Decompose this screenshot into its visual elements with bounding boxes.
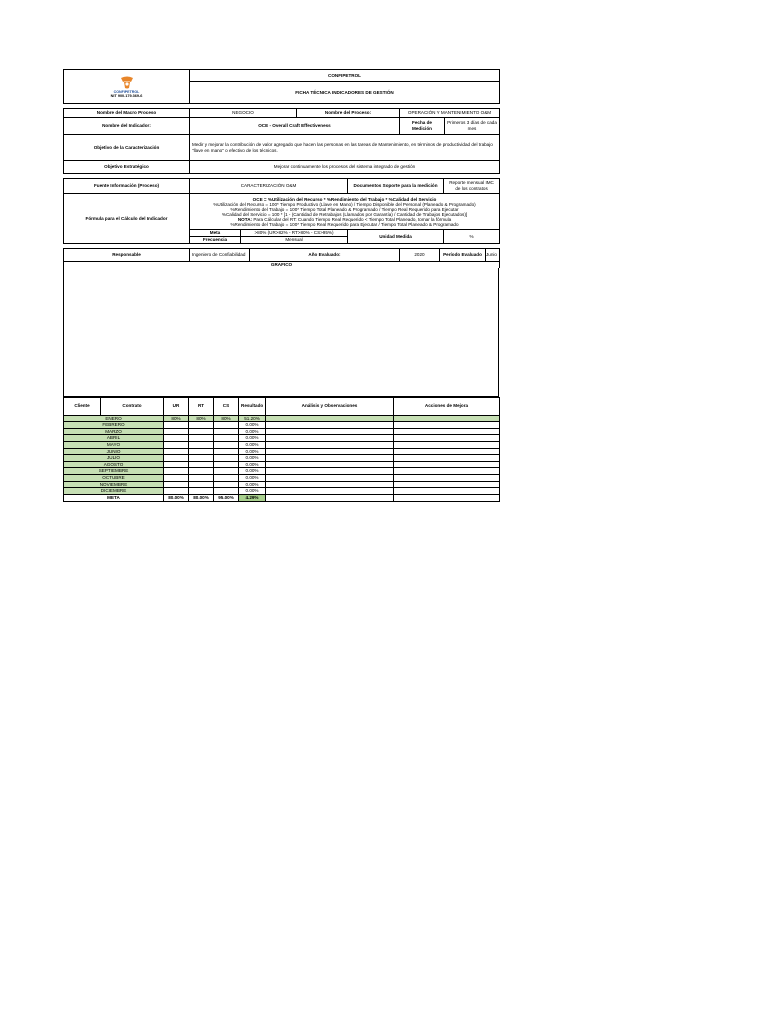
table-row [64, 468, 500, 475]
actions-cell [394, 481, 500, 488]
results-header-row [64, 397, 500, 415]
analysis-cell [266, 468, 394, 475]
formula-line-3: %Rendimiento del Trabajo = 100* Tiempo Total Planeado & Programado / Tiempo Real Requerido para Ejecutar [230, 206, 459, 212]
result-cell: 0.00% [239, 422, 266, 429]
analysis-cell [266, 481, 394, 488]
cs-cell [214, 435, 239, 442]
formula-line-4: %Calidad del Servicio = 100 * [1 - (Cantidad de Retrabajos (Llamados por Garantía) / Cantidad de Trabajos Ejecutados)] [221, 211, 468, 217]
actions-cell [394, 422, 500, 429]
process-table [63, 108, 500, 174]
month-cell: DICIEMBRE [64, 488, 164, 495]
cs-cell [214, 474, 239, 481]
objective-label: Objetivo de la Caracterización [64, 135, 190, 161]
rt-cell [189, 435, 214, 442]
goal-result: 4.29% [239, 494, 266, 501]
column-header-result: Resultado [239, 397, 266, 415]
actions-cell [394, 448, 500, 455]
formula-text [190, 194, 500, 230]
confipetrol-logo-icon [117, 76, 137, 90]
table-row [64, 435, 500, 442]
formula-table [63, 178, 500, 244]
source-label: Fuente Información (Proceso) [64, 179, 190, 194]
ur-cell: 80% [164, 415, 189, 422]
rt-cell [189, 448, 214, 455]
column-header-actions: Acciones de Mejora [394, 397, 500, 415]
column-header-ur: UR [164, 397, 189, 415]
cs-cell [214, 481, 239, 488]
formula-note-label: NOTA: [237, 216, 253, 222]
formula-note-text: Para Cálcular del RT: Cuando Tiempo Real Requerido < Tiempo Total Planeado, tomar la fórmula [252, 216, 452, 222]
actions-cell [394, 468, 500, 475]
cs-cell: 80% [214, 415, 239, 422]
ur-cell [164, 468, 189, 475]
indicator-sheet [63, 69, 499, 502]
process-name-label: Nombre del Proceso: [297, 109, 400, 118]
goal-cs: 95.00% [214, 494, 239, 501]
responsible-table [63, 248, 500, 268]
goal-value: >80% (UR>82% - RT>80% - CS>95%) [241, 230, 348, 237]
source-value: CARACTERIZACIÓN O&M [190, 179, 348, 194]
company-name: CONFIPETROL [190, 70, 500, 82]
results-table [63, 397, 500, 502]
cs-cell [214, 448, 239, 455]
analysis-cell [266, 488, 394, 495]
measurement-date-label: Fecha de Medición [400, 118, 445, 135]
goal-analysis [266, 494, 394, 501]
rt-cell [189, 474, 214, 481]
analysis-cell [266, 455, 394, 462]
cs-cell [214, 422, 239, 429]
goal-actions [394, 494, 500, 501]
actions-cell [394, 441, 500, 448]
rt-cell [189, 468, 214, 475]
column-header-client: Cliente [64, 397, 101, 415]
year-value: 2020 [400, 249, 440, 262]
goal-row-label: META [64, 494, 164, 501]
result-cell: 0.00% [239, 448, 266, 455]
result-cell: 0.00% [239, 435, 266, 442]
rt-cell [189, 481, 214, 488]
result-cell: 0.00% [239, 468, 266, 475]
table-row [64, 455, 500, 462]
logo-cell [64, 70, 190, 104]
unit-label: Unidad Medida [348, 230, 444, 244]
period-label: Período Evaluado [440, 249, 486, 262]
analysis-cell [266, 461, 394, 468]
indicator-name-label: Nombre del Indicador: [64, 118, 190, 135]
result-cell: 0.00% [239, 481, 266, 488]
frequency-value: Mensual [241, 237, 348, 244]
period-value: Junio [486, 249, 500, 262]
analysis-cell [266, 441, 394, 448]
ur-cell [164, 481, 189, 488]
ur-cell [164, 441, 189, 448]
analysis-cell [266, 428, 394, 435]
ur-cell [164, 422, 189, 429]
ur-cell [164, 455, 189, 462]
results-body [64, 415, 500, 501]
rt-cell [189, 422, 214, 429]
strategic-objective-label: Objetivo Estratégico [64, 161, 190, 174]
analysis-cell [266, 474, 394, 481]
column-header-analysis: Análisis y Observaciones [266, 397, 394, 415]
table-row [64, 448, 500, 455]
logo-text: CONFIPETROL [113, 90, 140, 94]
nit-text: NIT 900.179.369-6 [110, 94, 143, 98]
table-row [64, 415, 500, 422]
result-cell: 0.00% [239, 474, 266, 481]
column-header-rt: RT [189, 397, 214, 415]
frequency-label: Frecuencia [190, 237, 241, 244]
ur-cell [164, 461, 189, 468]
ur-cell [164, 448, 189, 455]
rt-cell [189, 428, 214, 435]
table-row [64, 474, 500, 481]
responsible-value: Ingeniero de Confiabilidad [190, 249, 250, 262]
measurement-date-value: Primeros 3 días de cada mes [445, 118, 500, 135]
chart-area [63, 268, 499, 397]
formula-label: Fórmula para el Cálculo del Indicador [64, 194, 190, 244]
month-cell: FEBRERO [64, 422, 164, 429]
chart-title: GRAFICO [64, 262, 500, 268]
result-cell: 0.00% [239, 455, 266, 462]
month-cell: ENERO [64, 415, 164, 422]
actions-cell [394, 455, 500, 462]
month-cell: JULIO [64, 455, 164, 462]
actions-cell [394, 435, 500, 442]
table-row [64, 428, 500, 435]
ur-cell [164, 435, 189, 442]
analysis-cell [266, 448, 394, 455]
table-row [64, 481, 500, 488]
support-docs-value: Reporte mensual IMC de los contratos [444, 179, 500, 194]
month-cell: ABRIL [64, 435, 164, 442]
cs-cell [214, 488, 239, 495]
ur-cell [164, 474, 189, 481]
month-cell: MARZO [64, 428, 164, 435]
table-row [64, 422, 500, 429]
support-docs-label: Documentos Soporte para la medición [348, 179, 444, 194]
ur-cell [164, 488, 189, 495]
rt-cell [189, 441, 214, 448]
formula-line-1: OCE = %Utilización del Recurso * %Rendimiento del Trabajo * %Calidad del Servicio [252, 196, 437, 202]
strategic-objective-value: Mejorar continuamente los procesos del sistema integrado de gestión [190, 161, 500, 174]
unit-value: % [444, 230, 500, 244]
month-cell: MAYO [64, 441, 164, 448]
analysis-cell [266, 422, 394, 429]
objective-value: Medir y mejorar la contribución de valor agregado que hacen las personas en las tareas de Mantenimiento, en términos de productividad del trabajo "llave en mano" o efectivo de los técnicos. [190, 135, 500, 161]
result-cell: 0.00% [239, 461, 266, 468]
formula-line-2: %Utilización del Recurso = 100* Tiempo Productivo (Llave en Mano) / Tiempo Disponible del Personal (Planeado & Programado) [213, 201, 476, 207]
rt-cell: 80% [189, 415, 214, 422]
month-cell: SEPTIEMBRE [64, 468, 164, 475]
cs-cell [214, 428, 239, 435]
rt-cell [189, 455, 214, 462]
macro-process-value: NEGOCIO [190, 109, 297, 118]
formula-line-6: %Rendimiento del Trabajo = 100* Tiempo Real Requerido para Ejecutar / Tiempo Total Planeado & Programado [230, 221, 459, 227]
analysis-cell [266, 435, 394, 442]
result-cell: 0.00% [239, 488, 266, 495]
goal-label: Meta [190, 230, 241, 237]
goal-row [64, 494, 500, 501]
cs-cell [214, 441, 239, 448]
result-cell: 0.00% [239, 428, 266, 435]
rt-cell [189, 461, 214, 468]
month-cell: OCTUBRE [64, 474, 164, 481]
result-cell: 51.20% [239, 415, 266, 422]
header-table [63, 69, 500, 104]
table-row [64, 488, 500, 495]
indicator-name-value: OCE - Overall Craft Effectiveness [190, 118, 400, 135]
cs-cell [214, 461, 239, 468]
month-cell: NOVIEMBRE [64, 481, 164, 488]
month-cell: JUNIO [64, 448, 164, 455]
actions-cell [394, 488, 500, 495]
year-label: Año Evaluado: [250, 249, 400, 262]
analysis-cell [266, 415, 394, 422]
actions-cell [394, 415, 500, 422]
actions-cell [394, 461, 500, 468]
document-title: FICHA TÉCNICA INDICADORES DE GESTIÓN [190, 82, 500, 104]
column-header-cs: CS [214, 397, 239, 415]
result-cell: 0.00% [239, 441, 266, 448]
cs-cell [214, 455, 239, 462]
actions-cell [394, 474, 500, 481]
actions-cell [394, 428, 500, 435]
process-name-value: OPERACIÓN Y MANTENIMIENTO O&M [400, 109, 500, 118]
responsible-label: Responsable [64, 249, 190, 262]
cs-cell [214, 468, 239, 475]
month-cell: AGOSTO [64, 461, 164, 468]
goal-rt: 80.00% [189, 494, 214, 501]
table-row [64, 461, 500, 468]
goal-ur: 80.00% [164, 494, 189, 501]
macro-process-label: Nombre del Macro Proceso [64, 109, 190, 118]
column-header-contract: Contrato [101, 397, 164, 415]
rt-cell [189, 488, 214, 495]
table-row [64, 441, 500, 448]
ur-cell [164, 428, 189, 435]
